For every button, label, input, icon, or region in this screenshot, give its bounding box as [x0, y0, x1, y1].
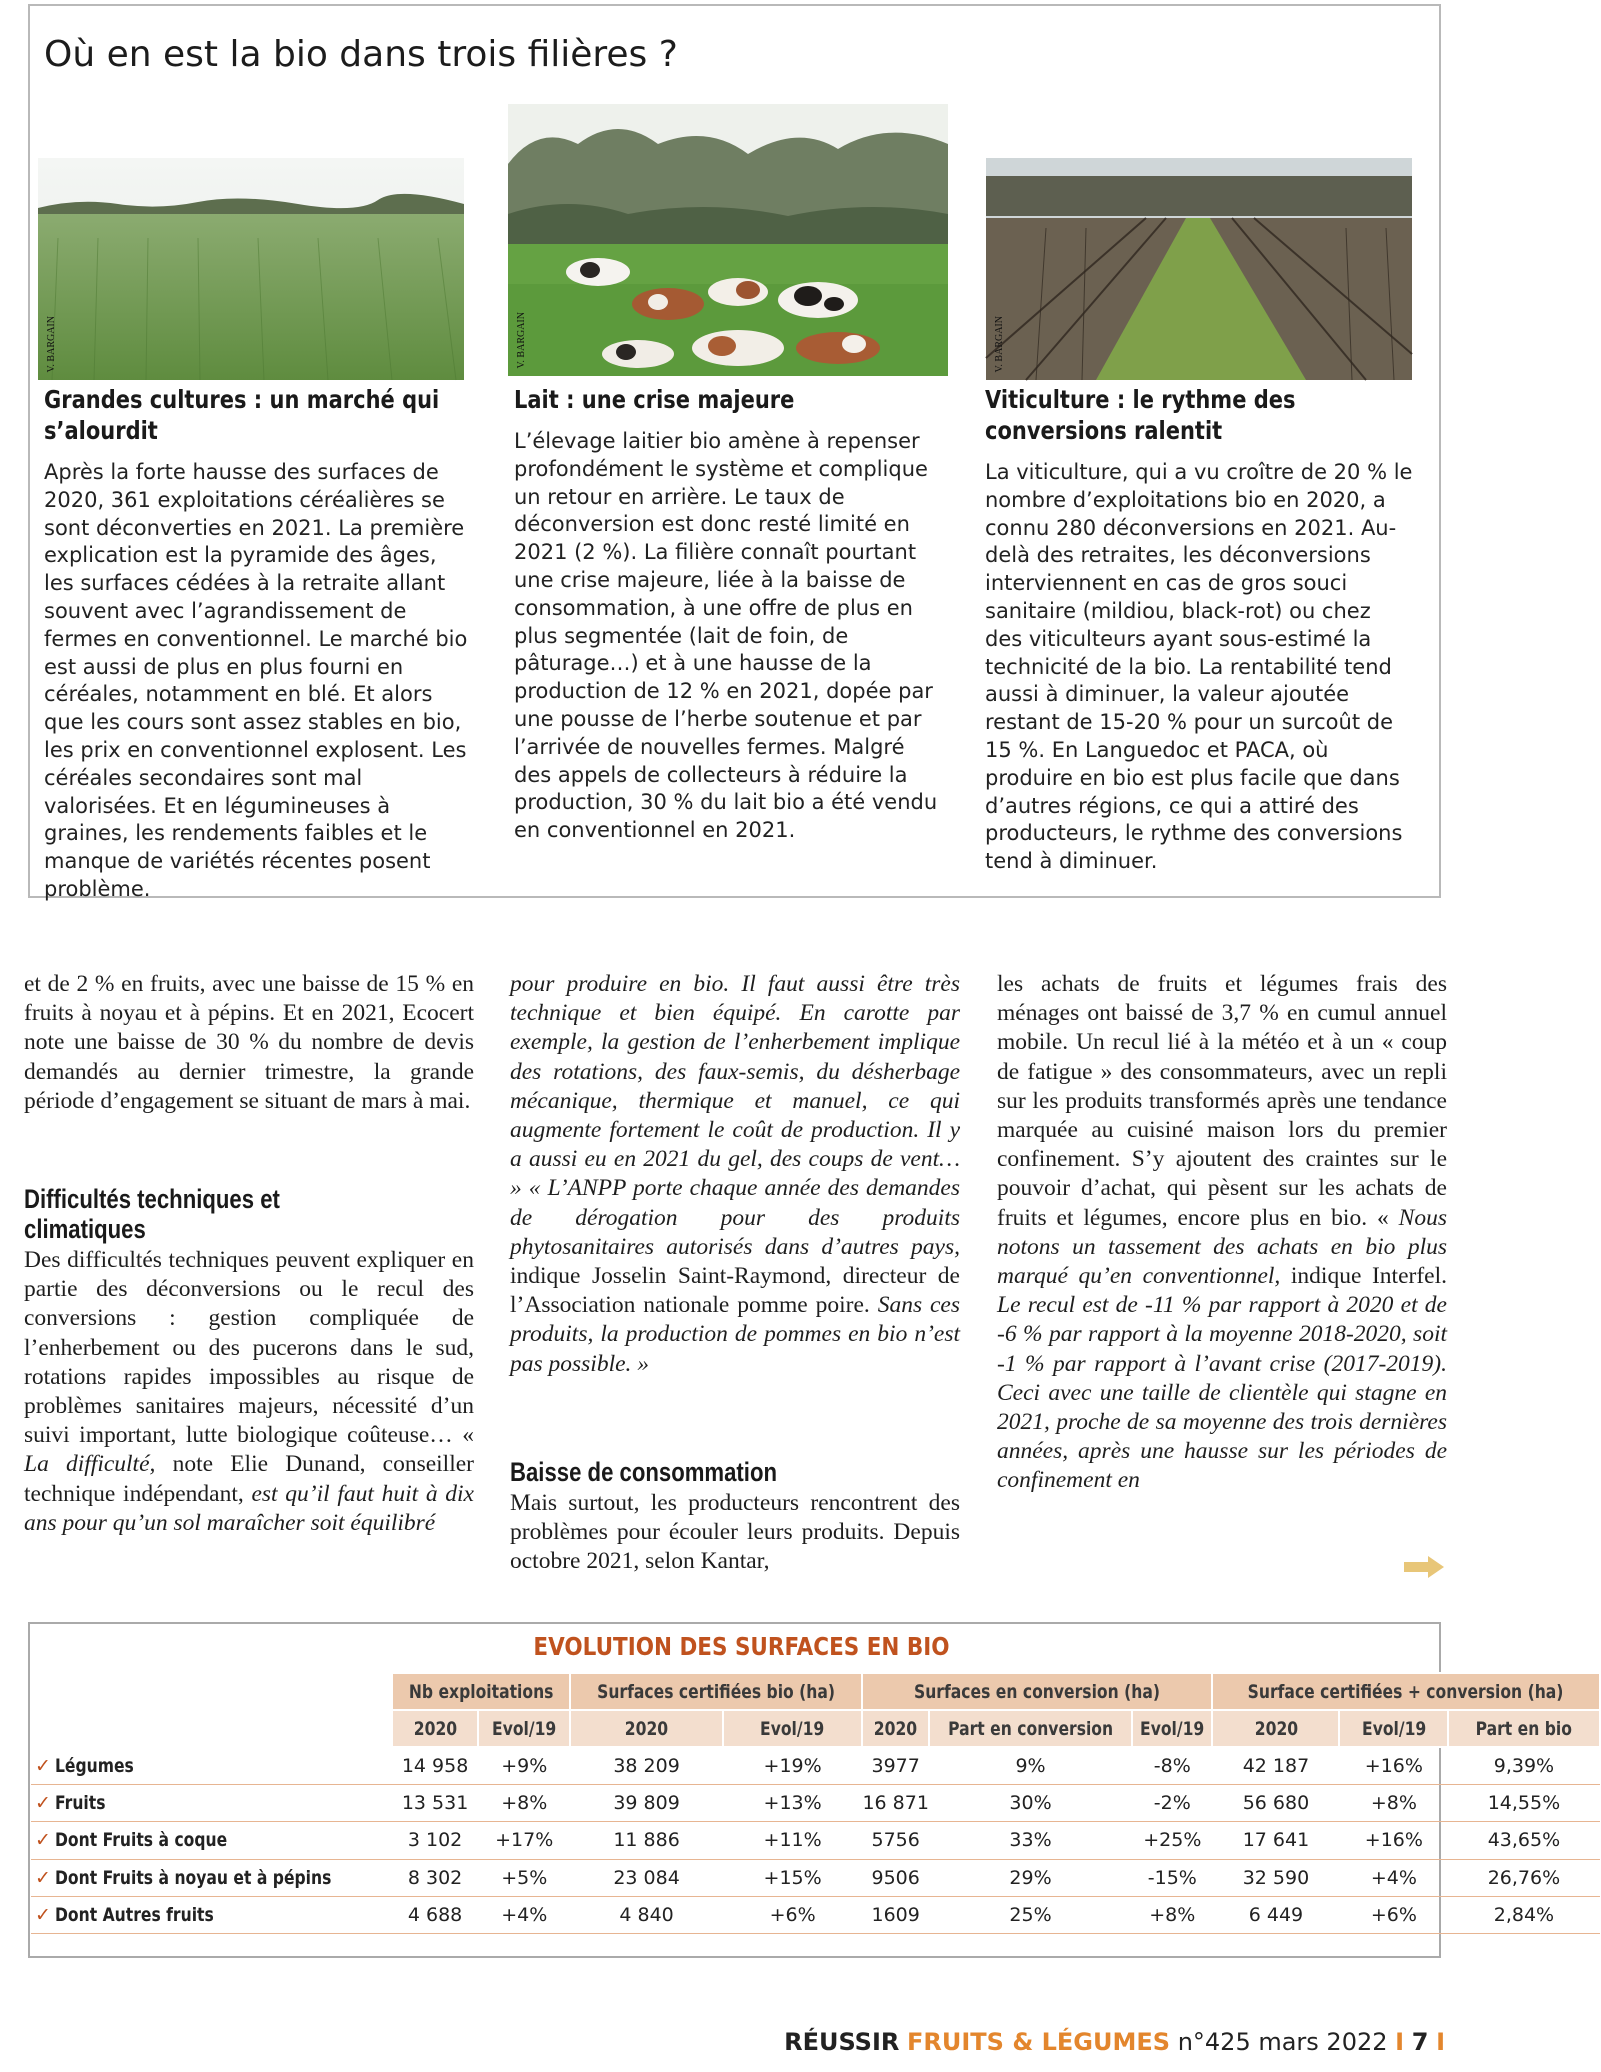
- section-heading-difficultes: Difficultés techniques et climatiques: [24, 1184, 280, 1244]
- column-heading-lait: Lait : une crise majeure: [514, 385, 795, 414]
- table-title: EVOLUTION DES SURFACES EN BIO: [533, 1632, 950, 1661]
- table-cell: 16 871: [862, 1784, 928, 1821]
- article-col2-quote: pour produire en bio. Il faut aussi être très technique et bien équipé. En carotte par exemple, la gestion de l’enherbement implique des rotations, des faux-semis, du désherbage mécanique, thermique et manuel, ce qui augmente fortement le coût de production. Il y a aussi eu en 2021 du gel, des coups de vent… » « L’ANPP porte chaque année des demandes de dérogation pour des produits phytosanitaires autorisés dans d’autres pays, indique Josselin Saint-Raymond, directeur de l’Association nationale pomme poire. Sans ces produits, la production de pommes en bio n’est pas possible. »: [510, 971, 961, 1377]
- table-subheader: Part en conversion: [929, 1710, 1132, 1747]
- table-group-header: Surfaces en conversion (ha): [862, 1673, 1212, 1710]
- table-cell: 14 958: [392, 1747, 478, 1784]
- checkmark-icon: ✓: [35, 1754, 51, 1777]
- table-cell: +15%: [723, 1859, 863, 1896]
- table-cell: 1609: [862, 1897, 928, 1934]
- table-cell: 3977: [862, 1747, 928, 1784]
- table-cell: 43,65%: [1448, 1822, 1599, 1859]
- table-cell: 29%: [929, 1859, 1132, 1896]
- table-subheader: Evol/19: [1339, 1710, 1448, 1747]
- table-subheader: Evol/19: [723, 1710, 863, 1747]
- table-cell: +4%: [1339, 1859, 1448, 1896]
- table-cell: +4%: [478, 1897, 570, 1934]
- column-heading-viticulture: Viticulture : le rythme des conversions ralentit: [985, 385, 1296, 445]
- table-cell: 4 688: [392, 1897, 478, 1934]
- table-cell: -15%: [1132, 1859, 1212, 1896]
- table-cell: +6%: [1339, 1897, 1448, 1934]
- table-cell: 11 886: [570, 1822, 723, 1859]
- table-cell: 9%: [929, 1747, 1132, 1784]
- table-corner: [31, 1710, 392, 1747]
- table-row: [31, 1822, 1600, 1859]
- table-subheader: 2020: [392, 1710, 478, 1747]
- table-cell: +25%: [1132, 1822, 1212, 1859]
- table-cell: +9%: [478, 1747, 570, 1784]
- issue-info: n°425 mars 2022: [1177, 2028, 1388, 2056]
- table-cell: 5756: [862, 1822, 928, 1859]
- checkmark-icon: ✓: [35, 1904, 51, 1927]
- table-cell: 33%: [929, 1822, 1132, 1859]
- table-group-header: Nb exploitations: [392, 1673, 570, 1710]
- table-group-header: Surfaces certifiées bio (ha): [570, 1673, 862, 1710]
- table-cell: 23 084: [570, 1859, 723, 1896]
- photo-credit: V. BARGAIN: [994, 315, 1005, 372]
- footer-separator: I: [1436, 2028, 1445, 2056]
- photo-credit: V. BARGAIN: [46, 315, 57, 372]
- article-col2-paragraph: Mais surtout, les producteurs rencontrent des problèmes pour écouler leurs produits. Depuis octobre 2021, selon Kantar,: [510, 1490, 960, 1575]
- magazine-brand: FRUITS & LÉGUMES: [907, 2028, 1171, 2056]
- table-cell: 30%: [929, 1784, 1132, 1821]
- table-cell: +13%: [723, 1784, 863, 1821]
- continue-arrow-icon: [1404, 1556, 1444, 1578]
- table-subheader-row: [31, 1710, 1600, 1747]
- table-cell: +16%: [1339, 1822, 1448, 1859]
- checkmark-icon: ✓: [35, 1866, 51, 1889]
- table-cell: -2%: [1132, 1784, 1212, 1821]
- table-cell: +5%: [478, 1859, 570, 1896]
- table-row: [31, 1747, 1600, 1784]
- table-cell: 9,39%: [1448, 1747, 1599, 1784]
- row-label: ✓ Dont Fruits à coque: [31, 1822, 392, 1859]
- table-cell: 39 809: [570, 1784, 723, 1821]
- table-cell: +16%: [1339, 1747, 1448, 1784]
- table-cell: 32 590: [1212, 1859, 1339, 1896]
- table-cell: 13 531: [392, 1784, 478, 1821]
- table-cell: 3 102: [392, 1822, 478, 1859]
- table-row: [31, 1784, 1600, 1821]
- page-number: 7: [1411, 2028, 1429, 2056]
- table-cell: 17 641: [1212, 1822, 1339, 1859]
- table-cell: +8%: [478, 1784, 570, 1821]
- section-heading-baisse: Baisse de consommation: [510, 1457, 777, 1487]
- row-label: ✓ Dont Autres fruits: [31, 1897, 392, 1934]
- table-cell: 42 187: [1212, 1747, 1339, 1784]
- table-cell: 14,55%: [1448, 1784, 1599, 1821]
- table-cell: 6 449: [1212, 1897, 1339, 1934]
- table-cell: 8 302: [392, 1859, 478, 1896]
- table-cell: +11%: [723, 1822, 863, 1859]
- table-cell: 25%: [929, 1897, 1132, 1934]
- table-row: [31, 1859, 1600, 1896]
- article-col1-paragraph: Des difficultés techniques peuvent expliquer en partie des déconversions ou le recul des conversions : gestion compliquée de l’enherbement ou des pucerons dans le sud, rotations rapides impossibles au risque de problèmes sanitaires majeurs, nécessité d’un suivi important, lutte biologique coûteuse… « La difficulté, note Elie Dunand, conseiller technique indépendant, est qu’il faut huit à dix ans pour qu’un sol maraîcher soit équilibré: [24, 1247, 474, 1536]
- table-cell: 2,84%: [1448, 1897, 1599, 1934]
- column-text-grandes-cultures: Après la forte hausse des surfaces de 2020, 361 exploitations céréalières se sont déconverties en 2021. La première explication est la pyramide des âges, les surfaces cédées à la retraite allant souvent avec l’agrandissement de fermes en conventionnel. Le marché bio est aussi de plus en plus fourni en céréales, notamment en blé. Et alors que les cours sont assez stables en bio, les prix en conventionnel explosent. Les céréales secondaires sont mal valorisées. Et en légumineuses à graines, les rendements faibles et le manque de variétés récentes posent problème.: [44, 460, 468, 901]
- column-heading-grandes-cultures: Grandes cultures : un marché qui s’alourdit: [44, 385, 440, 445]
- photo-vineyard: [986, 158, 1412, 380]
- surfaces-table: [30, 1672, 1601, 1934]
- row-label: ✓ Légumes: [31, 1747, 392, 1784]
- table-group-header: Surface certifiées + conversion (ha): [1212, 1673, 1599, 1710]
- table-cell: +8%: [1132, 1897, 1212, 1934]
- photo-wheat-field: [38, 158, 464, 380]
- table-cell: 56 680: [1212, 1784, 1339, 1821]
- table-cell: -8%: [1132, 1747, 1212, 1784]
- table-cell: 4 840: [570, 1897, 723, 1934]
- table-cell: 26,76%: [1448, 1859, 1599, 1896]
- table-group-header-row: [31, 1673, 1600, 1710]
- article-col1-intro: et de 2 % en fruits, avec une baisse de 15 % en fruits à noyau et à pépins. Et en 2021, Ecocert note une baisse de 30 % du nombre de devis demandés au dernier trimestre, la grande période d’engagement se situant de mars à mai.: [24, 971, 474, 1114]
- photo-cows: [508, 104, 948, 376]
- table-row: [31, 1897, 1600, 1934]
- row-label: ✓ Fruits: [31, 1784, 392, 1821]
- table-cell: +17%: [478, 1822, 570, 1859]
- page-footer: [784, 2028, 1445, 2056]
- box-title: Où en est la bio dans trois filières ?: [44, 34, 678, 75]
- row-label: ✓ Dont Fruits à noyau et à pépins: [31, 1859, 392, 1896]
- column-text-lait: L’élevage laitier bio amène à repenser profondément le système et complique un retour en arrière. Le taux de déconversion est donc resté limité en 2021 (2 %). La filière connaît pourtant une crise majeure, liée à la baisse de consommation, à une offre de plus en plus segmentée (lait de foin, de pâturage…) et à une hausse de la production de 12 % en 2021, dopée par une pousse de l’herbe soutenue et par l’arrivée de nouvelles fermes. Malgré des appels de collecteurs à réduire la production, 30 % du lait bio a été vendu en conventionnel en 2021.: [514, 429, 938, 843]
- table-cell: 38 209: [570, 1747, 723, 1784]
- photo-credit: V. BARGAIN: [516, 311, 527, 368]
- footer-separator: I: [1395, 2028, 1405, 2056]
- checkmark-icon: ✓: [35, 1792, 51, 1815]
- magazine-name: RÉUSSIR: [784, 2028, 900, 2056]
- table-subheader: Evol/19: [478, 1710, 570, 1747]
- table-cell: 9506: [862, 1859, 928, 1896]
- table-corner: [31, 1673, 392, 1710]
- table-subheader: 2020: [570, 1710, 723, 1747]
- table-cell: +8%: [1339, 1784, 1448, 1821]
- table-subheader: Evol/19: [1132, 1710, 1212, 1747]
- table-subheader: 2020: [1212, 1710, 1339, 1747]
- column-text-viticulture: La viticulture, qui a vu croître de 20 % le nombre d’exploitations bio en 2020, a connu 280 déconversions en 2021. Au-delà des retraites, les déconversions interviennent en cas de gros souci sanitaire (mildiou, black-rot) ou chez des viticulteurs ayant sous-estimé la technicité de la bio. La rentabilité tend aussi à diminuer, la valeur ajoutée restant de 15-20 % pour un surcoût de 15 %. En Languedoc et PACA, où produire en bio est plus facile que dans d’autres régions, ce qui a attiré des producteurs, le rythme des conversions tend à diminuer.: [985, 460, 1413, 874]
- table-subheader: Part en bio: [1448, 1710, 1599, 1747]
- table-cell: +19%: [723, 1747, 863, 1784]
- article-col3-paragraph: les achats de fruits et légumes frais des ménages ont baissé de 3,7 % en cumul annuel mobile. Un recul lié à la météo et à un « coup de fatigue » des consommateurs, avec un repli sur les produits transformés après une tendance marquée au cuisiné maison lors du premier confinement. S’y ajoutent des craintes sur le pouvoir d’achat, qui pèsent sur les achats de fruits et légumes, encore plus en bio. « Nous notons un tassement des achats en bio plus marqué qu’en conventionnel, indique Interfel. Le recul est de -11 % par rapport à 2020 et de -6 % par rapport à la moyenne 2018-2020, soit -1 % par rapport à l’avant crise (2017-2019). Ceci avec une taille de clientèle qui stagne en 2021, proche de sa moyenne des trois dernières années, après une hausse sur les périodes de confinement en: [997, 971, 1447, 1494]
- table-subheader: 2020: [862, 1710, 928, 1747]
- checkmark-icon: ✓: [35, 1829, 51, 1852]
- table-cell: +6%: [723, 1897, 863, 1934]
